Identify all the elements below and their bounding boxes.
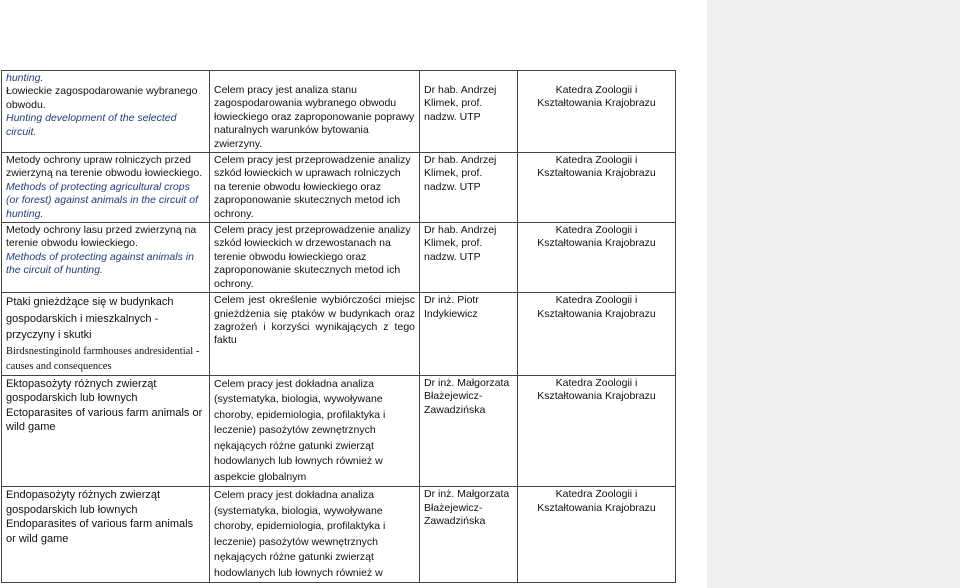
supervisor-text: Dr hab. Andrzej Klimek, prof. nadzw. UTP [424, 224, 497, 263]
supervisor-text: Dr inż. Małgorzata Błażejewicz-Zawadzińska [424, 488, 510, 528]
topic-english-line: Birdsnestinginold farmhouses andresidential - causes and consequences [6, 345, 200, 372]
goal-text: Celem pracy jest dokładna analiza (systematyka, biologia, wywoływane choroby, epidemiologia, profilaktyka i leczenie) pasożytów wewnętrznych nękających różne gatunki zwierząt hodowlanych lub łownych również w [214, 489, 386, 579]
goal-cell [210, 223, 420, 293]
goal-text: Celem pracy jest przeprowadzenie analizy szkód łowieckich w uprawach rolniczych na terenie obwodu łowieckiego oraz zaproponowanie skutecznych metod ich ochrony. [214, 154, 411, 220]
table-row [2, 223, 676, 293]
supervisor-cell [420, 71, 518, 153]
department-cell [518, 71, 676, 153]
department-cell [518, 153, 676, 223]
topic-cell [2, 71, 210, 153]
goal-cell [210, 487, 420, 583]
department-cell [518, 223, 676, 293]
department-cell [518, 487, 676, 583]
topic-polish-line: Endopasożyty różnych zwierząt gospodarskich lub łownych [6, 489, 161, 516]
department-text: Katedra Zoologii i Kształtowania Krajobrazu [537, 154, 656, 180]
topic-english-line: Hunting development of the selected circuit. [6, 112, 177, 138]
topic-cell [2, 375, 210, 487]
goal-cell [210, 71, 420, 153]
topic-polish-line: Ptaki gnieżdżące się w budynkach gospodarskich i mieszkalnych - przyczyny i skutki [6, 296, 174, 342]
supervisor-text: Dr inż. Piotr Indykiewicz [424, 294, 479, 320]
topic-english-line: hunting. [6, 72, 44, 84]
department-cell [518, 293, 676, 376]
goal-cell [210, 375, 420, 487]
goal-text: Celem pracy jest przeprowadzenie analizy szkód łowieckich w drzewostanach na terenie obwodu łowieckiego oraz zaproponowanie skutecznych metod ich ochrony. [214, 224, 411, 290]
topic-english-line: Ectoparasites of various farm animals or wild game [6, 406, 203, 434]
supervisor-text: Dr inż. Małgorzata Błażejewicz-Zawadzińska [424, 376, 510, 416]
topic-english-line: Methods of protecting agricultural crops (or forest) against animals in the circuit of hunting. [6, 180, 198, 220]
topic-polish-line: Ektopasożyty różnych zwierząt gospodarskich lub łownych [6, 377, 157, 405]
goal-text: Celem pracy jest analiza stanu zagospodarowania wybranego obwodu łowieckiego oraz zaproponowanie poprawy naturalnych warunków bytowania zwierzyny. [214, 84, 415, 150]
topic-cell [2, 223, 210, 293]
topic-english-line: Endoparasites of various farm animals or wild game [6, 518, 194, 545]
department-text: Katedra Zoologii i Kształtowania Krajobrazu [537, 84, 656, 110]
supervisor-text: Dr hab. Andrzej Klimek, prof. nadzw. UTP [424, 84, 497, 123]
table-row [2, 293, 676, 376]
department-text: Katedra Zoologii i Kształtowania Krajobrazu [537, 488, 656, 514]
supervisor-cell [420, 375, 518, 487]
department-text: Katedra Zoologii i Kształtowania Krajobrazu [537, 294, 656, 320]
goal-text: Celem jest określenie wybiórczości miejsc gnieżdżenia się ptaków w budynkach oraz zagrożeń i korzyści wynikających z tego faktu [214, 294, 415, 347]
topic-polish-line: Metody ochrony upraw rolniczych przed zwierzyną na terenie obwodu łowieckiego. [6, 154, 203, 180]
goal-text: Celem pracy jest dokładna analiza (systematyka, biologia, wywoływane choroby, epidemiologia, profilaktyka i leczenie) pasożytów zewnętrznych nękających różne gatunki zwierząt hodowlanych lub łownych również w aspekcie globalnym [214, 377, 386, 483]
grey-side-panel [707, 0, 960, 588]
supervisor-cell [420, 293, 518, 376]
topic-polish-line: Łowieckie zagospodarowanie wybranego obwodu. [6, 85, 198, 111]
goal-cell [210, 293, 420, 376]
supervisor-text: Dr hab. Andrzej Klimek, prof. nadzw. UTP [424, 154, 497, 193]
table-row [2, 375, 676, 487]
supervisor-cell [420, 153, 518, 223]
table-row [2, 487, 676, 583]
topic-cell [2, 153, 210, 223]
topic-polish-line: Metody ochrony lasu przed zwierzyną na terenie obwodu łowieckiego. [6, 224, 197, 250]
table-row [2, 153, 676, 223]
supervisor-cell [420, 487, 518, 583]
thesis-topics-table [1, 70, 676, 583]
topic-english-line: Methods of protecting against animals in the circuit of hunting. [6, 250, 194, 277]
topic-cell [2, 293, 210, 376]
department-text: Katedra Zoologii i Kształtowania Krajobrazu [537, 224, 656, 250]
department-text: Katedra Zoologii i Kształtowania Krajobrazu [537, 376, 656, 403]
department-cell [518, 375, 676, 487]
table-row [2, 71, 676, 153]
goal-cell [210, 153, 420, 223]
supervisor-cell [420, 223, 518, 293]
topic-cell [2, 487, 210, 583]
